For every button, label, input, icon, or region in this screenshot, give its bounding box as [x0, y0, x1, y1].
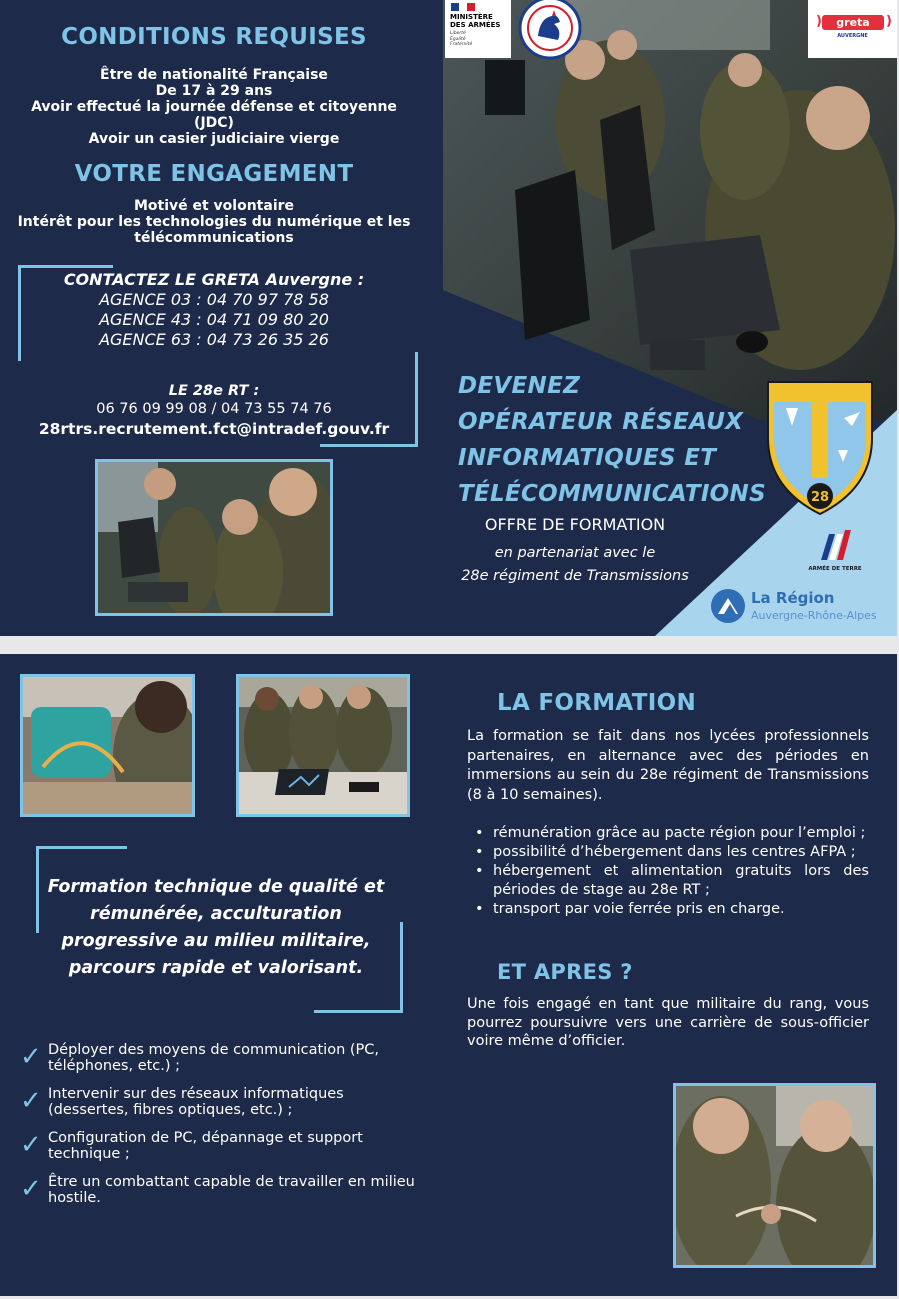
insignia-icon: [764, 378, 876, 518]
checkmark-icon: ✓: [20, 1086, 42, 1116]
skill-item: Configuration de PC, dépannage et support technique ;: [48, 1130, 363, 1162]
regiment-phones[interactable]: 06 76 09 99 08 / 04 73 55 74 76: [96, 401, 332, 417]
condition-line: De 17 à 29 ans: [155, 83, 273, 99]
ministere-motto: Liberté Égalité Fraternité: [450, 31, 473, 47]
armee-de-terre-logo: ARMÉE DE TERRE: [795, 528, 875, 578]
apres-text: Une fois engagé en tant que militaire du rang, vous pourrez poursuivre vers une carrière de sous-officier voire même d’officier.: [467, 996, 869, 1049]
headline-line: INFORMATIQUES ET: [458, 445, 717, 471]
quote-text: Formation technique de qualité et rémunérée, acculturation progressive au milieu militaire, parcours rapide et valorisant.: [47, 877, 385, 978]
conditions-title: CONDITIONS REQUISES: [61, 24, 367, 50]
headline-line: DEVENEZ: [458, 373, 581, 399]
skill-item: Être un combattant capable de travailler en milieu hostile.: [48, 1174, 415, 1206]
headline-line: TÉLÉCOMMUNICATIONS: [458, 481, 766, 507]
formation-bullet: • hébergement et alimentation gratuits lors des périodes de stage au 28e RT ;: [467, 862, 869, 900]
checkmark-icon: ✓: [20, 1130, 42, 1160]
skill-item: Déployer des moyens de communication (PC, téléphones, etc.) ;: [48, 1042, 380, 1074]
regiment-contact-title: LE 28e RT :: [168, 383, 260, 399]
engagement-line: Motivé et volontaire: [133, 198, 295, 214]
greta-bracket-icon: ): [816, 14, 822, 29]
formation-bullets: [467, 824, 869, 919]
formation-bullet: • possibilité d’hébergement dans les centres AFPA ;: [467, 843, 869, 862]
fiber-repair-photo: [20, 674, 195, 817]
conditions-list: [14, 67, 414, 147]
region-logo-icon: [710, 588, 746, 624]
skill-item: Intervenir sur des réseaux informatiques (dessertes, fibres optiques, etc.) ;: [48, 1086, 344, 1118]
engagement-list: [14, 198, 414, 246]
agence-phone[interactable]: AGENCE 43 : 04 71 09 80 20: [99, 310, 329, 329]
regiment-contact: [14, 382, 414, 439]
greta-contact-title: CONTACTEZ LE GRETA Auvergne :: [63, 270, 365, 289]
regiment-email-link[interactable]: 28rtrs.recrutement.fct@intradef.gouv.fr: [38, 420, 390, 438]
agence-phone[interactable]: AGENCE 03 : 04 70 97 78 58: [99, 290, 329, 309]
ministere-armees-logo: [445, 0, 511, 58]
formation-title: LA FORMATION: [497, 690, 696, 716]
armee-flag-icon: [795, 528, 875, 562]
ministere-text: MINISTÈRE DES ARMÉES: [450, 13, 501, 29]
headline-line: OPÉRATEUR RÉSEAUX: [458, 409, 744, 435]
partner-text: en partenariat avec le 28e régiment de Transmissions: [461, 545, 689, 584]
insignia-number: 28: [810, 490, 830, 505]
recto-panel: [0, 0, 897, 636]
apres-title: ET APRES ?: [497, 960, 633, 984]
condition-line: Avoir un casier judiciaire vierge: [88, 131, 340, 147]
fiber-splicing-photo: [673, 1083, 876, 1268]
team-laptop-photo: [236, 674, 410, 817]
offer-label: OFFRE DE FORMATION: [484, 515, 666, 534]
condition-line: Avoir effectué la journée défense et citoyenne (JDC): [31, 99, 397, 131]
formation-text: La formation se fait dans nos lycées professionnels partenaires, en alternance avec des périodes en immersions au sein du 28e régiment de Transmissions (8 à 10 semaines).: [467, 728, 869, 803]
rooster-icon: [514, 0, 586, 60]
greta-bracket-icon: ): [886, 14, 892, 29]
checkmark-icon: ✓: [20, 1174, 42, 1204]
formation-bullet: • rémunération grâce au pacte région pour l’emploi ;: [467, 824, 869, 843]
condition-line: Être de nationalité Française: [100, 67, 328, 83]
formation-bullet: • transport par voie ferrée pris en charge.: [467, 900, 869, 919]
engagement-title: VOTRE ENGAGEMENT: [74, 161, 354, 187]
engagement-line: télécommunications: [134, 230, 294, 246]
region-logo: La Région Auvergne-Rhône-Alpes: [708, 586, 897, 626]
checkmark-icon: ✓: [20, 1042, 42, 1072]
agence-phone[interactable]: AGENCE 63 : 04 73 26 35 26: [99, 330, 329, 349]
greta-contact: [14, 270, 414, 350]
students-laptop-photo: [95, 459, 333, 616]
engagement-line: Intérêt pour les technologies du numérique et les: [17, 214, 411, 230]
verso-panel: [0, 654, 897, 1296]
greta-logo: greta ) ) AUVERGNE: [808, 0, 897, 58]
headline: [458, 368, 766, 512]
